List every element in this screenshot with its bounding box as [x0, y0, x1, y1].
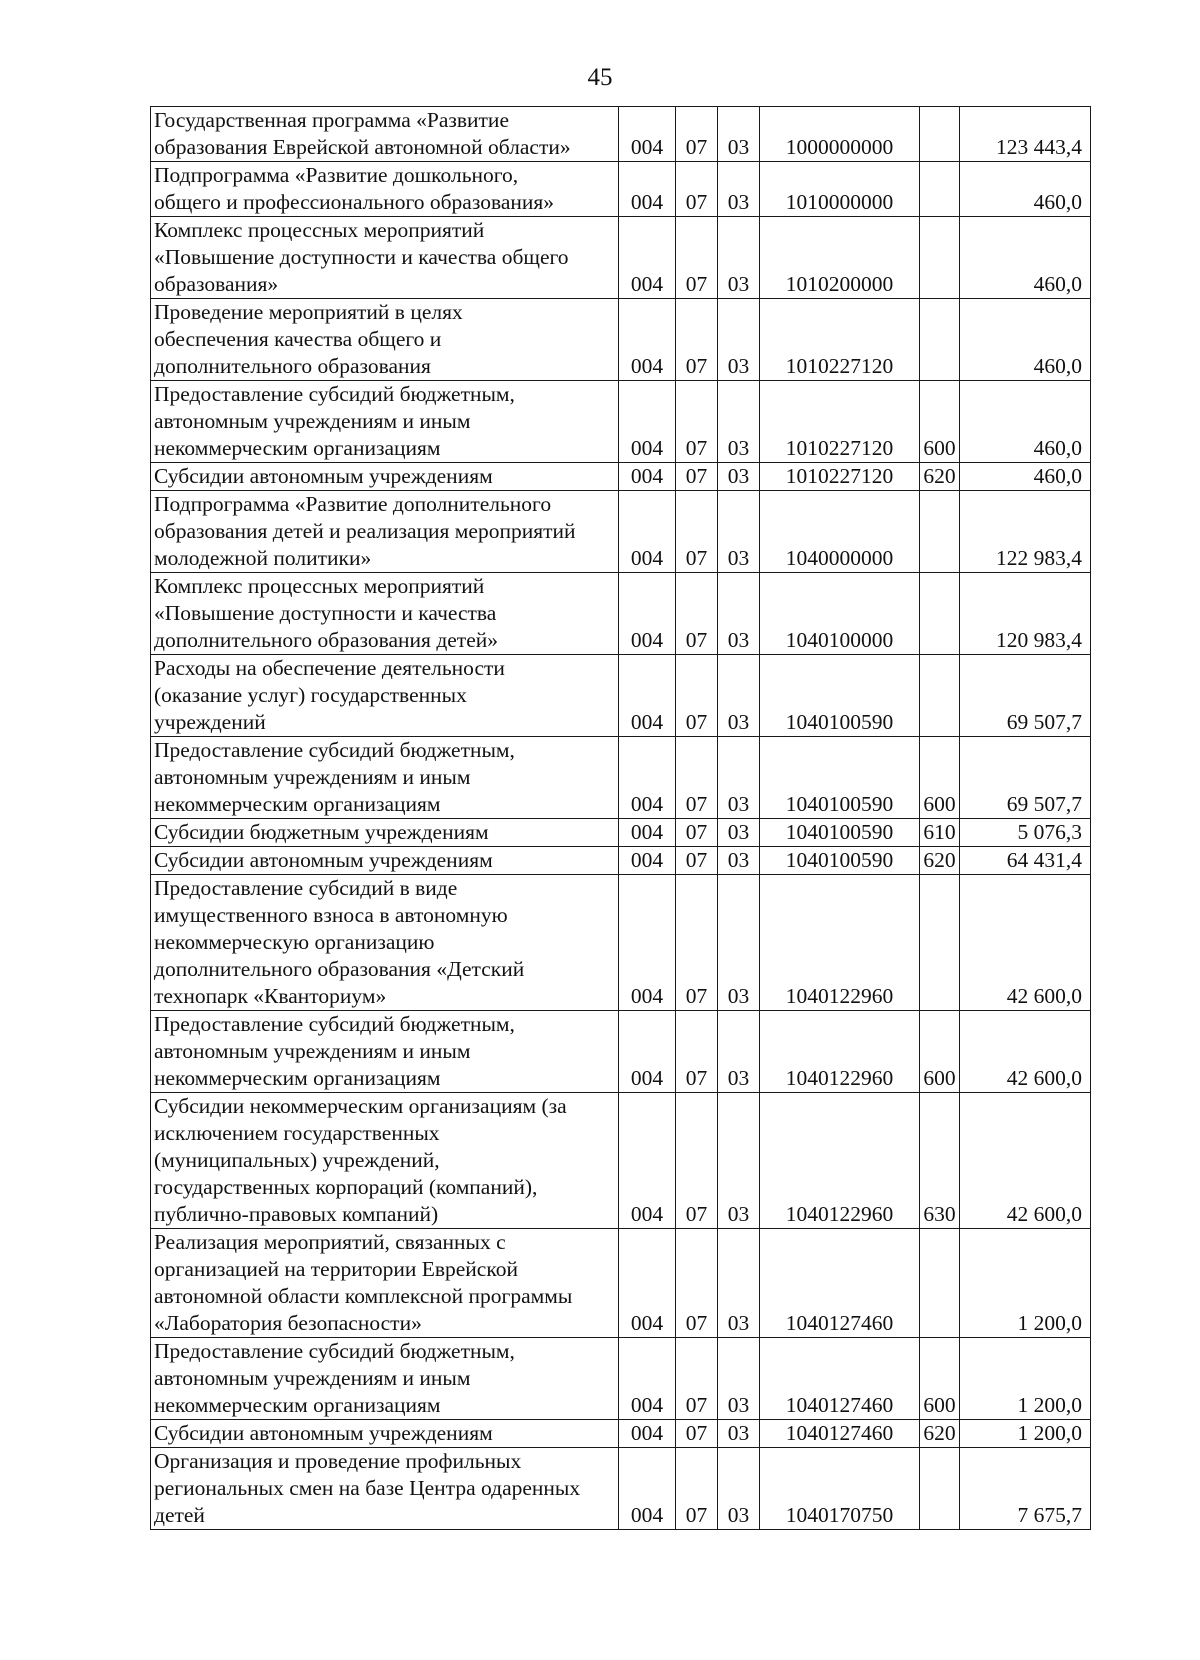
ministry-code-cell: 004: [619, 107, 676, 162]
expense-type-code-cell: [920, 217, 960, 299]
ministry-code-cell: 004: [619, 847, 676, 875]
subsection-code-cell: 03: [718, 875, 760, 1011]
expense-type-code-cell: [920, 1229, 960, 1338]
table-row: [151, 1011, 1091, 1093]
table-row: [151, 162, 1091, 217]
expense-type-code-cell: 620: [920, 847, 960, 875]
subsection-code-cell: 03: [718, 655, 760, 737]
amount-cell: 69 507,7: [960, 655, 1091, 737]
table-row: [151, 1093, 1091, 1229]
expense-type-code-cell: 600: [920, 1338, 960, 1420]
target-item-code-cell: 1040122960: [760, 875, 920, 1011]
row-name-cell: Субсидии автономным учреждениям: [151, 1420, 619, 1448]
section-code-cell: 07: [676, 655, 718, 737]
ministry-code-cell: 004: [619, 162, 676, 217]
section-code-cell: 07: [676, 1229, 718, 1338]
amount-cell: 69 507,7: [960, 737, 1091, 819]
expense-type-code-cell: 630: [920, 1093, 960, 1229]
subsection-code-cell: 03: [718, 463, 760, 491]
ministry-code-cell: 004: [619, 655, 676, 737]
table-row: [151, 1229, 1091, 1338]
expense-type-code-cell: [920, 299, 960, 381]
target-item-code-cell: 1040122960: [760, 1011, 920, 1093]
row-name-cell: Организация и проведение профильных региональных смен на базе Центра одаренных детей: [151, 1448, 619, 1530]
subsection-code-cell: 03: [718, 1448, 760, 1530]
amount-cell: 460,0: [960, 162, 1091, 217]
ministry-code-cell: 004: [619, 875, 676, 1011]
target-item-code-cell: 1040000000: [760, 491, 920, 573]
table-row: [151, 491, 1091, 573]
target-item-code-cell: 1010200000: [760, 217, 920, 299]
amount-cell: 42 600,0: [960, 1011, 1091, 1093]
ministry-code-cell: 004: [619, 573, 676, 655]
amount-cell: 1 200,0: [960, 1338, 1091, 1420]
target-item-code-cell: 1040100590: [760, 819, 920, 847]
expense-type-code-cell: 600: [920, 737, 960, 819]
subsection-code-cell: 03: [718, 1011, 760, 1093]
expense-type-code-cell: [920, 491, 960, 573]
table-row: [151, 655, 1091, 737]
section-code-cell: 07: [676, 217, 718, 299]
amount-cell: 5 076,3: [960, 819, 1091, 847]
row-name-cell: Предоставление субсидий бюджетным, автономным учреждениям и иным некоммерческим организациям: [151, 737, 619, 819]
row-name-cell: Субсидии автономным учреждениям: [151, 463, 619, 491]
target-item-code-cell: 1040100590: [760, 847, 920, 875]
section-code-cell: 07: [676, 1448, 718, 1530]
page-number: 45: [587, 64, 613, 91]
row-name-cell: Расходы на обеспечение деятельности (оказание услуг) государственных учреждений: [151, 655, 619, 737]
section-code-cell: 07: [676, 1338, 718, 1420]
expense-type-code-cell: [920, 1448, 960, 1530]
expense-type-code-cell: 600: [920, 381, 960, 463]
section-code-cell: 07: [676, 463, 718, 491]
expense-type-code-cell: 620: [920, 1420, 960, 1448]
ministry-code-cell: 004: [619, 299, 676, 381]
amount-cell: 123 443,4: [960, 107, 1091, 162]
budget-table: [150, 106, 1091, 1530]
row-name-cell: Предоставление субсидий бюджетным, автономным учреждениям и иным некоммерческим организациям: [151, 1011, 619, 1093]
amount-cell: 7 675,7: [960, 1448, 1091, 1530]
table-row: [151, 1448, 1091, 1530]
subsection-code-cell: 03: [718, 381, 760, 463]
row-name-cell: Подпрограмма «Развитие дошкольного, общего и профессионального образования»: [151, 162, 619, 217]
target-item-code-cell: 1010227120: [760, 381, 920, 463]
subsection-code-cell: 03: [718, 847, 760, 875]
target-item-code-cell: 1040127460: [760, 1420, 920, 1448]
subsection-code-cell: 03: [718, 1338, 760, 1420]
section-code-cell: 07: [676, 573, 718, 655]
subsection-code-cell: 03: [718, 819, 760, 847]
row-name-cell: Субсидии некоммерческим организациям (за исключением государственных (муниципальных) учреждений, государственных корпораций (компаний), публично-правовых компаний): [151, 1093, 619, 1229]
amount-cell: 460,0: [960, 217, 1091, 299]
row-name-cell: Субсидии бюджетным учреждениям: [151, 819, 619, 847]
ministry-code-cell: 004: [619, 737, 676, 819]
table-row: [151, 381, 1091, 463]
ministry-code-cell: 004: [619, 819, 676, 847]
expense-type-code-cell: 620: [920, 463, 960, 491]
section-code-cell: 07: [676, 1011, 718, 1093]
table-row: [151, 737, 1091, 819]
row-name-cell: Предоставление субсидий в виде имущественного взноса в автономную некоммерческую организацию дополнительного образования «Детский технопарк «Кванториум»: [151, 875, 619, 1011]
section-code-cell: 07: [676, 162, 718, 217]
subsection-code-cell: 03: [718, 1229, 760, 1338]
target-item-code-cell: 1010000000: [760, 162, 920, 217]
subsection-code-cell: 03: [718, 217, 760, 299]
table-row: [151, 1420, 1091, 1448]
amount-cell: 42 600,0: [960, 1093, 1091, 1229]
table-row: [151, 463, 1091, 491]
section-code-cell: 07: [676, 875, 718, 1011]
row-name-cell: Подпрограмма «Развитие дополнительного образования детей и реализация мероприятий молодежной политики»: [151, 491, 619, 573]
row-name-cell: Проведение мероприятий в целях обеспечения качества общего и дополнительного образования: [151, 299, 619, 381]
row-name-cell: Субсидии автономным учреждениям: [151, 847, 619, 875]
amount-cell: 460,0: [960, 463, 1091, 491]
ministry-code-cell: 004: [619, 217, 676, 299]
ministry-code-cell: 004: [619, 1448, 676, 1530]
subsection-code-cell: 03: [718, 1420, 760, 1448]
amount-cell: 460,0: [960, 299, 1091, 381]
amount-cell: 1 200,0: [960, 1420, 1091, 1448]
table-row: [151, 217, 1091, 299]
section-code-cell: 07: [676, 819, 718, 847]
expense-type-code-cell: 600: [920, 1011, 960, 1093]
target-item-code-cell: 1040122960: [760, 1093, 920, 1229]
expense-type-code-cell: [920, 655, 960, 737]
section-code-cell: 07: [676, 107, 718, 162]
target-item-code-cell: 1010227120: [760, 299, 920, 381]
section-code-cell: 07: [676, 491, 718, 573]
table-row: [151, 819, 1091, 847]
amount-cell: 120 983,4: [960, 573, 1091, 655]
ministry-code-cell: 004: [619, 491, 676, 573]
section-code-cell: 07: [676, 737, 718, 819]
ministry-code-cell: 004: [619, 463, 676, 491]
row-name-cell: Комплекс процессных мероприятий «Повышение доступности и качества дополнительного образования детей»: [151, 573, 619, 655]
expense-type-code-cell: 610: [920, 819, 960, 847]
ministry-code-cell: 004: [619, 1229, 676, 1338]
subsection-code-cell: 03: [718, 107, 760, 162]
subsection-code-cell: 03: [718, 737, 760, 819]
amount-cell: 122 983,4: [960, 491, 1091, 573]
section-code-cell: 07: [676, 381, 718, 463]
row-name-cell: Комплекс процессных мероприятий «Повышение доступности и качества общего образования»: [151, 217, 619, 299]
row-name-cell: Реализация мероприятий, связанных с организацией на территории Еврейской автономной области комплексной программы «Лаборатория безопасности»: [151, 1229, 619, 1338]
ministry-code-cell: 004: [619, 381, 676, 463]
ministry-code-cell: 004: [619, 1338, 676, 1420]
table-row: [151, 1338, 1091, 1420]
table-row: [151, 299, 1091, 381]
subsection-code-cell: 03: [718, 491, 760, 573]
expense-type-code-cell: [920, 162, 960, 217]
ministry-code-cell: 004: [619, 1420, 676, 1448]
section-code-cell: 07: [676, 847, 718, 875]
table-row: [151, 847, 1091, 875]
target-item-code-cell: 1010227120: [760, 463, 920, 491]
subsection-code-cell: 03: [718, 573, 760, 655]
section-code-cell: 07: [676, 1420, 718, 1448]
ministry-code-cell: 004: [619, 1011, 676, 1093]
amount-cell: 460,0: [960, 381, 1091, 463]
section-code-cell: 07: [676, 299, 718, 381]
table-row: [151, 107, 1091, 162]
target-item-code-cell: 1040100590: [760, 737, 920, 819]
table-body: [151, 107, 1091, 1530]
target-item-code-cell: 1040100590: [760, 655, 920, 737]
expense-type-code-cell: [920, 573, 960, 655]
section-code-cell: 07: [676, 1093, 718, 1229]
amount-cell: 42 600,0: [960, 875, 1091, 1011]
amount-cell: 64 431,4: [960, 847, 1091, 875]
expense-type-code-cell: [920, 107, 960, 162]
subsection-code-cell: 03: [718, 162, 760, 217]
ministry-code-cell: 004: [619, 1093, 676, 1229]
target-item-code-cell: 1040127460: [760, 1229, 920, 1338]
row-name-cell: Государственная программа «Развитие образования Еврейской автономной области»: [151, 107, 619, 162]
amount-cell: 1 200,0: [960, 1229, 1091, 1338]
target-item-code-cell: 1000000000: [760, 107, 920, 162]
target-item-code-cell: 1040170750: [760, 1448, 920, 1530]
expense-type-code-cell: [920, 875, 960, 1011]
table-row: [151, 573, 1091, 655]
table-row: [151, 875, 1091, 1011]
subsection-code-cell: 03: [718, 299, 760, 381]
row-name-cell: Предоставление субсидий бюджетным, автономным учреждениям и иным некоммерческим организациям: [151, 381, 619, 463]
row-name-cell: Предоставление субсидий бюджетным, автономным учреждениям и иным некоммерческим организациям: [151, 1338, 619, 1420]
subsection-code-cell: 03: [718, 1093, 760, 1229]
target-item-code-cell: 1040127460: [760, 1338, 920, 1420]
target-item-code-cell: 1040100000: [760, 573, 920, 655]
